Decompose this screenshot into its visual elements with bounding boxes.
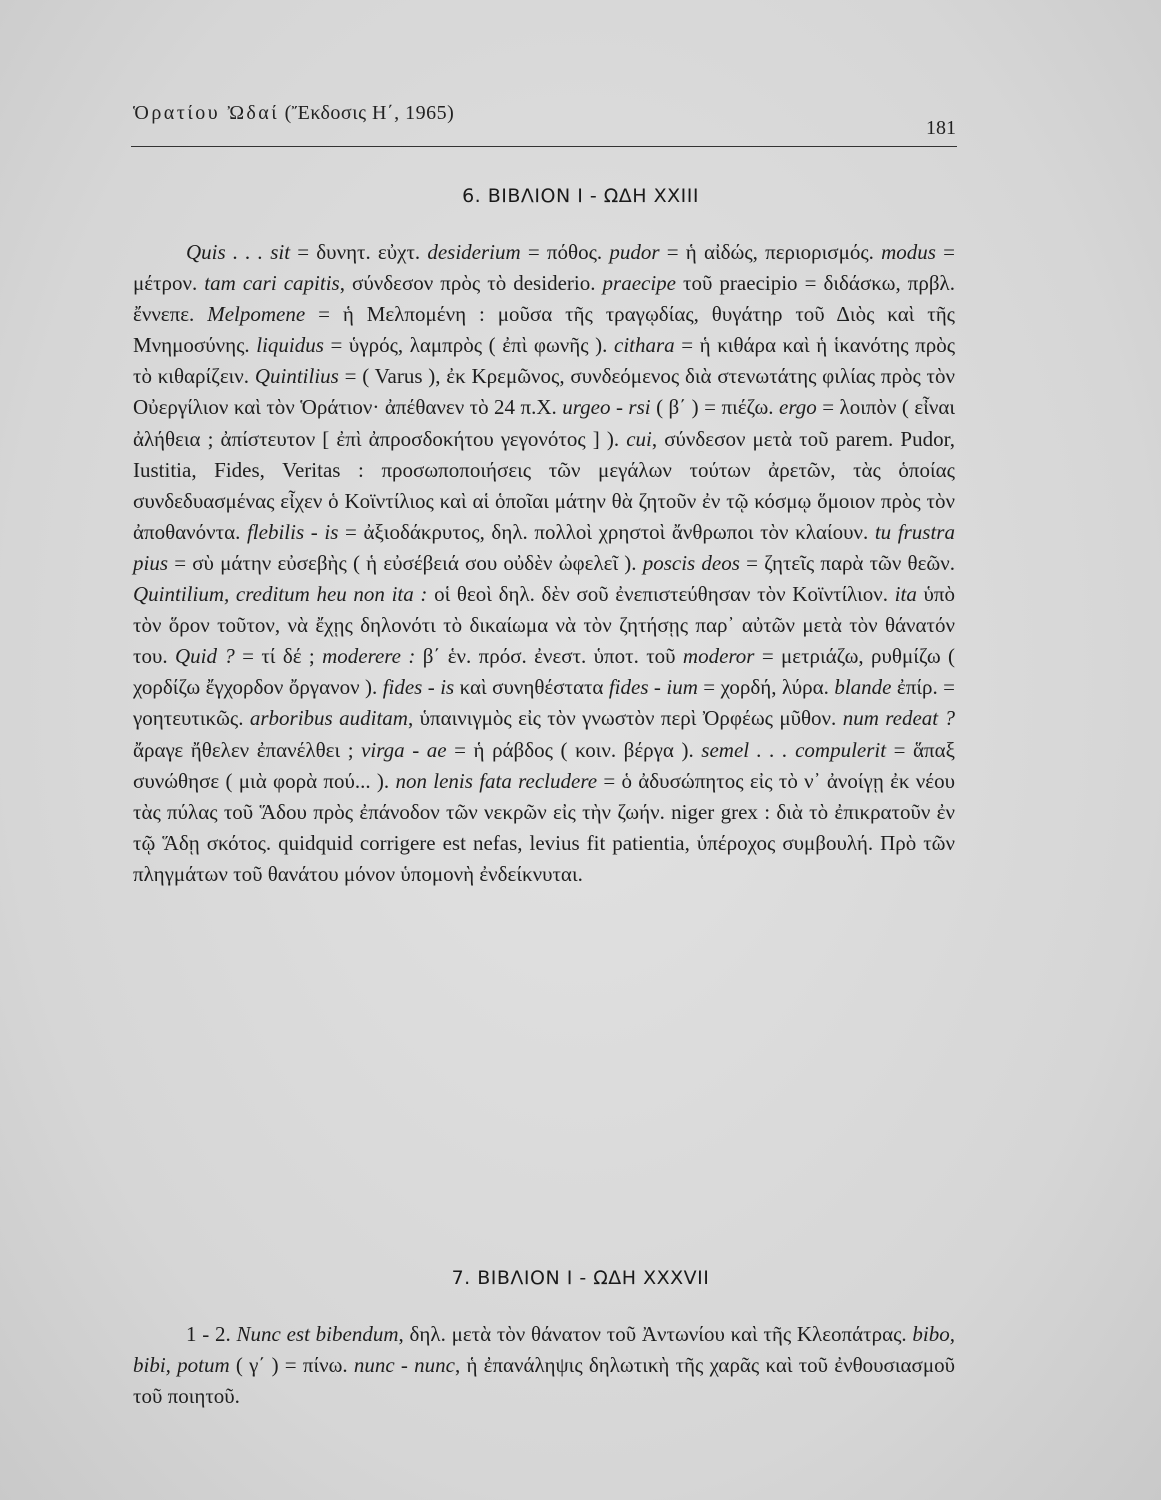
latin-term: praecipe xyxy=(602,271,676,296)
running-head xyxy=(133,102,454,125)
latin-term: fides - is xyxy=(382,675,455,700)
latin-term: moderor xyxy=(682,644,755,669)
latin-term: moderere : xyxy=(322,644,416,669)
commentary-text: = ( Varus ), ἐκ Κρεμῶνος, συνδεόμενος διὰ στενωτάτης φιλίας πρὸς τὸν Οὐεργίλιον καὶ τὸν Ὁράτιον· ἀπέθανεν τὸ 24 π.Χ. xyxy=(133,364,955,420)
page-number: 181 xyxy=(926,117,956,139)
section-heading-ode-23: 6. ΒΙΒΛΙΟΝ Ι - ΩΔΗ XXIII xyxy=(462,185,699,207)
latin-term: Nunc est bibendum xyxy=(236,1322,399,1346)
latin-term: ita xyxy=(894,582,917,607)
latin-term: tam cari capitis xyxy=(204,271,340,296)
latin-term: arboribus auditam xyxy=(249,706,408,731)
commentary-text: ἄραγε ἤθελεν ἐπανέλθει ; xyxy=(133,737,362,762)
latin-term: bibo, bibi, potum xyxy=(133,1322,956,1378)
section-heading-ode-37: 7. ΒΙΒΛΙΟΝ Ι - ΩΔΗ XXXVII xyxy=(451,1267,710,1289)
latin-term: Quintilius xyxy=(254,364,339,389)
commentary-text: = μέτρον. xyxy=(133,240,956,296)
commentary-text: ( γ΄ ) = πίνω. xyxy=(229,1353,354,1378)
latin-term: modus xyxy=(881,240,936,264)
section-body-ode-37 xyxy=(133,1319,955,1412)
commentary-text: β΄ ἑν. πρόσ. ἐνεστ. ὑποτ. τοῦ xyxy=(415,644,683,669)
commentary-text: , ὑπαινιγμὸς εἰς τὸν γνωστὸν περὶ Ὀρφέως μῦθον. xyxy=(407,706,843,731)
latin-term: num redeat ? xyxy=(842,706,955,731)
commentary-text: = ἡ αἰδώς, περιορισμός. xyxy=(659,240,882,264)
commentary-text: καὶ συνηθέστατα xyxy=(454,675,609,700)
latin-term: fides - ium xyxy=(608,675,698,700)
commentary-text: τοῦ praecipio = διδάσκω, πρβλ. ἔννεπε. xyxy=(133,271,955,327)
latin-term: non lenis fata recludere xyxy=(395,768,598,793)
section-body-ode-23 xyxy=(133,237,955,890)
commentary-text: = ἡ ράβδος ( κοιν. βέργα ). xyxy=(446,737,702,762)
commentary-text: = χορδή, λύρα. xyxy=(697,675,835,700)
commentary-text: οἱ θεοὶ δηλ. δὲν σοῦ ἐνεπιστεύθησαν τὸν Κοϊντίλιον. xyxy=(427,582,895,607)
commentary-text: , σύνδεσον μετὰ τοῦ parem. Pudor, Iustitia, Fides, Veritas : προσωποποιήσεις τῶν μεγάλων τούτων ἀρετῶν, τὰς ὁποίας συνδεδυασμένας εἶχεν ὁ Κοϊντίλιος καὶ αἱ ὁποῖαι μάτην θὰ ζητοῦν ἐν τῷ κόσμῳ ὅμοιον πρὸς τὸν ἀποθανόντα. xyxy=(133,426,955,544)
commentary-text: = ἡ Μελπομένη : μοῦσα τῆς τραγῳδίας, θυγάτηρ τοῦ Διὸς καὶ τῆς Μνημοσύνης. xyxy=(133,302,955,358)
header-rule xyxy=(131,146,957,147)
latin-term: tu frustra pius xyxy=(133,519,955,575)
latin-term: semel . . . compulerit xyxy=(701,737,887,762)
commentary-text: = λοιπὸν ( εἶναι ἀλήθεια ; ἀπίστευτον [ ἐπὶ ἀπροσδοκήτου γεγονότος ] ). xyxy=(133,395,955,451)
commentary-text: , ἡ ἐπανάληψις δηλωτικὴ τῆς χαρᾶς καὶ τοῦ ἐνθουσιασμοῦ τοῦ ποιητοῦ. xyxy=(133,1353,955,1409)
edition-note: (Ἔκδοσις Η΄, 1965) xyxy=(284,102,455,124)
commentary-text: ( β΄ ) = πιέζω. xyxy=(650,395,780,420)
latin-term: poscis deos xyxy=(642,550,740,575)
latin-term: virga - ae xyxy=(361,737,447,762)
latin-term: desiderium xyxy=(427,240,521,264)
commentary-text: , σύνδεσον πρὸς τὸ desiderio. xyxy=(339,271,603,296)
commentary-text: = δυνητ. εὐχτ. xyxy=(290,240,428,264)
commentary-text: = ὁ ἀδυσώπητος εἰς τὸ ν᾽ ἀνοίγῃ ἐκ νέου τὰς πύλας τοῦ Ἅδου πρὸς ἐπάνοδον τῶν νεκρῶν εἰς τὴν ζωήν. niger grex : διὰ τὸ ἐπικρατοῦν ἐν τῷ Ἅδῃ σκότος. quidquid corrigere est nefas, levius fit patientia, ὑπέροχος συμβουλή. Πρὸ τῶν πληγμάτων τοῦ θανάτου μόνον ὑπομονὴ ἐνδείκνυται. xyxy=(133,768,956,886)
commentary-text: = τί δέ ; xyxy=(234,644,323,669)
commentary-text: = σὺ μάτην εὐσεβὴς ( ἡ εὐσέβειά σου οὐδὲν ὠφελεῖ ). xyxy=(168,550,643,575)
commentary-text: = μετριάζω, ρυθμίζω ( χορδίζω ἔγχορδον ὄργανον ). xyxy=(133,644,955,700)
commentary-text: = ἅπαξ συνώθησε ( μιὰ φορὰ πού... ). xyxy=(133,737,955,793)
commentary-text: = ἡ κιθάρα καὶ ἡ ἱκανότης πρὸς τὸ κιθαρίζειν. xyxy=(133,333,956,389)
latin-term: pudor xyxy=(609,240,660,264)
latin-term: liquidus xyxy=(256,333,324,358)
latin-term: blande xyxy=(834,675,892,700)
latin-term: ergo xyxy=(779,395,817,420)
commentary-text: ὑπὸ τὸν ὅρον τοῦτον, νὰ ἔχῃς δηλονότι τὸ δικαίωμα νὰ τὸν ζητήσῃς παρ᾽ αὐτῶν μετὰ τὸν θάνατόν του. xyxy=(133,582,956,669)
commentary-text: = ἀξιοδάκρυτος, δηλ. πολλοὶ χρηστοὶ ἄνθρωποι τὸν κλαίουν. xyxy=(338,519,875,544)
latin-term: urgeo - rsi xyxy=(562,395,651,420)
latin-term: flebilis - is xyxy=(246,519,339,544)
latin-term: nunc - nunc xyxy=(353,1353,455,1378)
commentary-text: = ὑγρός, λαμπρὸς ( ἐπὶ φωνῆς ). xyxy=(323,333,614,358)
latin-term: Quis . . . sit xyxy=(186,240,291,264)
commentary-text: = πόθος. xyxy=(520,240,610,264)
latin-term: cithara xyxy=(614,333,675,358)
commentary-text: 1 - 2. xyxy=(186,1322,237,1346)
commentary-text: ἐπίρ. = γοητευτικῶς. xyxy=(133,675,955,731)
latin-term: Quintilium, creditum heu non ita : xyxy=(133,582,428,607)
running-title: Ὁρατίου Ὠδαί xyxy=(133,102,280,124)
latin-term: Quid ? xyxy=(174,644,235,669)
commentary-text: , δηλ. μετὰ τὸν θάνατον τοῦ Ἀντωνίου καὶ τῆς Κλεοπάτρας. xyxy=(398,1322,913,1346)
commentary-text: = ζητεῖς παρὰ τῶν θεῶν. xyxy=(739,550,955,575)
latin-term: cui xyxy=(626,426,652,451)
latin-term: Melpomene xyxy=(207,302,306,327)
